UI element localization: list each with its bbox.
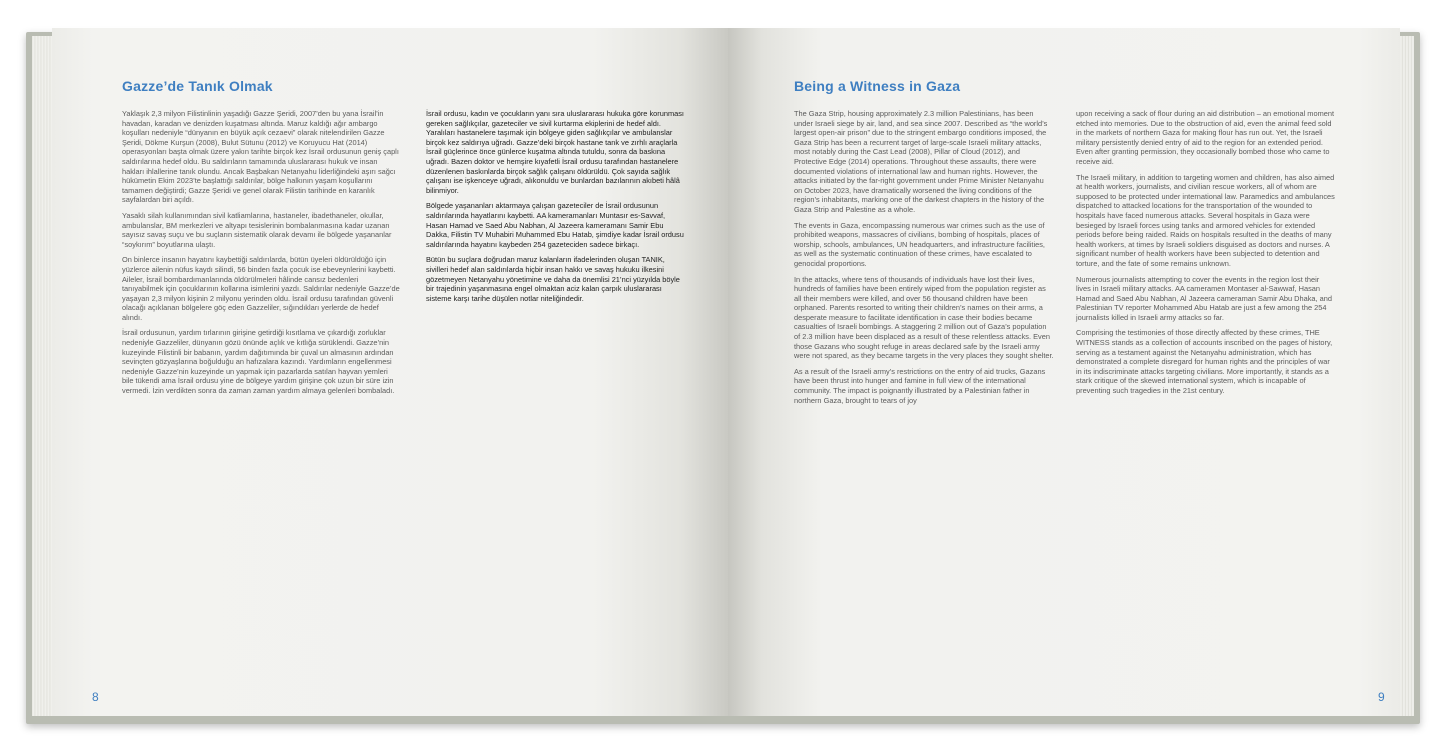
paragraph: upon receiving a sack of flour during an aid distribution – an emotional moment etched into memories. Due to the obstruction of aid, even the animal feed sold in the markets of northern Gaza for making flour has run out. Yet, the Israeli military persistently denied entry of aid to the region for an extended period. Even after granting permission, they occasionally bombed those who came to receive aid. [1076, 109, 1335, 166]
left-page-title: Gazze’de Tanık Olmak [122, 78, 273, 94]
open-book [26, 26, 1420, 724]
paragraph: The Gaza Strip, housing approximately 2.3 million Palestinians, has been under Israeli siege by air, land, and sea since 2007. Described as “the world’s largest open-air prison” due to the stringent embargo conditions imposed, the Gaza Strip has been a recurrent target of large-scale Israeli military attacks, most notably during the Cast Lead (2008), Pillar of Cloud (2012), and Protective Edge (2014) operations. Throughout these assaults, there were documented violations of international law and human rights. However, the attacks initiated by the far-right government under Prime Minister Netanyahu on October 2023, have dramatically worsened the living conditions of the region’s inhabitants, marking one of the darkest chapters in the history of the Gaza Strip and Palestine as a whole. [794, 109, 1048, 214]
right-column-2 [1076, 109, 1336, 402]
left-page [52, 28, 728, 716]
left-column-1 [122, 109, 400, 402]
paragraph: Comprising the testimonies of those directly affected by these crimes, THE WITNESS stands as a collection of accounts inscribed on the pages of history, serving as a testament against the Netanyahu administration, which has demonstrated a complete disregard for human rights and the principles of war in its indiscriminate attacks targeting civilians. More importantly, it stands as a stark critique of the skewed international system, which is incapable of preventing such tragedies in the 21st century. [1076, 328, 1333, 396]
page-number-right: 9 [1378, 690, 1385, 704]
right-page [728, 28, 1400, 716]
paragraph: Yasaklı silah kullanımından sivil katliamlarına, hastaneler, ibadethaneler, okullar, ambulanslar, BM merkezleri ve altyapı tesislerinin bombalanmasına kadar uzanan sayısız savaş suçu ve bu suçların sistematik olarak devamı ile bölgede yaşananlar “soykırım” boyutlarına ulaştı. [122, 210, 392, 249]
paragraph: İsrail ordusu, kadın ve çocukların yanı sıra uluslararası hukuka göre korunması gereken sağlıkçılar, gazeteciler ve sivil kurtarma ekiplerini de hedef aldı. Yaralıları hastanelere taşımak için bölgeye giden sağlıkçılar ve ambulanslar birçok kez saldırıya uğradı. Gazze’deki birçok hastane tank ve zırhlı araçlarla İsrail güçlerince önce günlerce kuşatma altında tutuldu, sonra da baskına uğradı. Bazen doktor ve hemşire kıyafetli İsrail ordusu tarafından hastanelere düzenlenen baskınlarda birçok sağlık çalışanı öldürüldü. Çok sayıda sağlık çalışanı ise işkenceye uğradı, alıkonuldu ve bunlardan bazılarının akıbeti hâlâ bilinmiyor. [426, 109, 684, 195]
paragraph: Bütün bu suçlara doğrudan maruz kalanların ifadelerinden oluşan TANIK, sivilleri hedef alan saldırılarda hiçbir insan hakkı ve savaş hukuku ilkesini gözetmeyen Netanyahu yönetimine ve daha da önemlisi 21’nci yüzyılda böyle bir trajedinin yaşanmasına engel olmaktan aciz kalan çarpık uluslararası sisteme karşı tarihe düşülen notlar niteliğindedir. [426, 255, 680, 303]
paragraph: As a result of the Israeli army’s restrictions on the entry of aid trucks, Gazans have been thrust into hunger and famine in full view of the international community. The impact is poignantly illustrated by a Palestinian father in northern Gaza, brought to tears of joy [794, 366, 1046, 405]
paragraph: The Israeli military, in addition to targeting women and children, has also aimed at health workers, journalists, and civilian rescue workers, all of whom are supposed to be protected under international law. Paramedics and ambulances dispatched to attacked locations for the transportation of the wounded to hospitals have faced numerous attacks. Several hospitals in Gaza were besieged by Israeli forces using tanks and armored vehicles for extended periods before being raided. Raids on hospitals resulted in the deaths of many health workers, at times by Israeli soldiers disguised as doctors and nurses. A significant number of health workers have been subjected to detention and torture, and the fate of some remains unknown. [1076, 172, 1335, 268]
paragraph: The events in Gaza, encompassing numerous war crimes such as the use of prohibited weapons, massacres of civilians, bombing of hospitals, places of worship, schools, ambulances, UN headquarters, and infrastructure facilities, as well as the systematic continuation of these crimes, have escalated to genocidal proportions. [794, 220, 1045, 268]
paragraph: İsrail ordusunun, yardım tırlarının girişine getirdiği kısıtlama ve çıkardığı zorluklar nedeniyle Gazzeliler, dünyanın gözü önünde açlık ve kıtlığa sürüklendi. Gazze’nin kuzeyinde Filistinli bir babanın, yardım dağıtımında bir çuval un almasının ardından sevinçten gözyaşlarına boğulduğu an hafızalara kazındı. Yardımların engellenmesi nedeniyle Gazze’nin kuzeyinde un yapmak için pazarlarda satılan hayvan yemleri bile tükendi ama İsrail ordusu yine de bölgeye yardım girişine çok uzun bir süre izin vermedi. İzin verdikten sonra da zaman zaman yardım almaya gelenleri bombaladı. [122, 328, 395, 396]
left-column-2 [426, 109, 684, 309]
page-number-left: 8 [92, 690, 99, 704]
paragraph: On binlerce insanın hayatını kaybettiği saldırılarda, bütün üyeleri öldürüldüğü için yüzlerce ailenin nüfus kaydı silindi, 56 binden fazla çocuk ise ebeveynlerini kaybetti. Aileler, İsrail bombardımanlarında öldürülmeleri hâlinde cansız bedenleri tanıyabilmek için çocuklarının kollarına isimlerini yazdı. Saldırılar nedeniyle Gazze’de yaşayan 2,3 milyon kişinin 2 milyonu yerinden oldu. İsrail ordusu tarafından güvenli olacağı açıklanan bölgelere göç eden Gazzeliler, sığındıkları yerlerde de hedef alındı. [122, 255, 400, 322]
paragraph: Numerous journalists attempting to cover the events in the region lost their lives in Israeli military attacks. AA cameramen Montaser al-Sawwaf, Hasan Hamad and Saed Abu Nabhan, Al Jazeera cameraman Samir Abu Dhaka, and Palestinian TV reporter Mohammed Abu Hatab are just a few among the 254 journalists killed in Israeli army attacks so far. [1076, 274, 1332, 322]
right-page-title: Being a Witness in Gaza [794, 78, 961, 94]
paragraph: In the attacks, where tens of thousands of individuals have lost their lives, hundreds of families have been entirely wiped from the population register as all their members were killed, and over 56 thousand children have been orphaned. Parents resorted to writing their children’s names on their arms, a desperate measure to facilitate identification in case their bodies became casualties of Israeli bombings. A staggering 2 million out of Gaza’s population of 2.3 million have been displaced as a result of these relentless attacks. Even those Gazans who sought refuge in areas declared safe by the Israeli army were not spared, as they became targets in the very places they sought shelter. [794, 274, 1054, 361]
paragraph: Bölgede yaşananları aktarmaya çalışan gazeteciler de İsrail ordusunun saldırılarında hayatlarını kaybetti. AA kameramanları Muntasır es-Savvaf, Hasan Hamad ve Saed Abu Nabhan, Al Jazeera kameramanı Samir Ebu Dakka, Filistin TV Muhabiri Muhammed Ebu Hatab, şimdiye kadar İsrail ordusu saldırılarında hayatını kaybeden 254 gazeteciden sadece birkaçı. [426, 201, 684, 249]
right-column-1 [794, 109, 1054, 411]
paragraph: Yaklaşık 2,3 milyon Filistinlinin yaşadığı Gazze Şeridi, 2007’den bu yana İsrail’in havadan, karadan ve denizden kuşatması altında. Maruz kaldığı ağır ambargo koşulları nedeniyle “dünyanın en büyük açık cezaevi” olarak nitelendirilen Gazze Şeridi, Dökme Kurşun (2008), Bulut Sütunu (2012) ve Koruyucu Hat (2014) operasyonları başta olmak üzere yakın tarihte birçok kez İsrail ordusunun geniş çaplı saldırılarına hedef oldu. Bu saldırıların tamamında uluslararası hukuk ve insan hakları ihlallerine tanık olundu. Ancak Başbakan Netanyahu liderliğindeki aşırı sağcı hükümetin Ekim 2023’te başlattığı saldırılar, bölge halkının yaşam koşullarını tamamen değiştirdi; Gazze Şeridi ve genel olarak Filistin tarihinde en karanlık sayfalardan biri açıldı. [122, 109, 399, 205]
